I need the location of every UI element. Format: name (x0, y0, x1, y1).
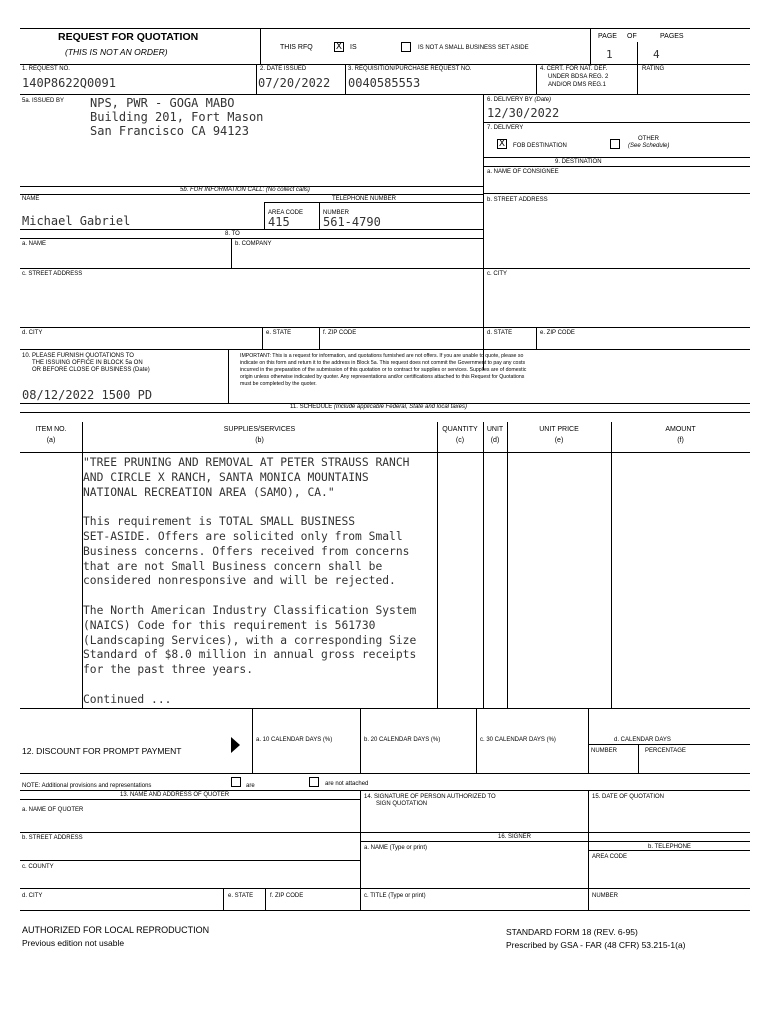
number-label: NUMBER (323, 210, 350, 216)
footer-prescribed-by: Prescribed by GSA - FAR (48 CFR) 53.215-1(a) (506, 940, 686, 950)
col-supplies-sub: (b) (255, 437, 264, 444)
note-label: NOTE: Additional provisions and representations (22, 783, 152, 789)
important-line-4: origin unless otherwise indicated by quoter. Any representations and/or certifications attached to this Request for Quotations (240, 374, 525, 380)
to-state-label: e. STATE (266, 330, 292, 336)
row-line (483, 166, 750, 167)
col-unit-sub: (d) (490, 437, 500, 444)
row-line (20, 268, 750, 269)
name-label: NAME (22, 196, 40, 202)
quoter-county-label: c. COUNTY (22, 864, 54, 870)
page-number: 1 (606, 48, 613, 61)
divider (637, 64, 638, 94)
provisions-are-label: are (246, 783, 255, 789)
this-rfq-label: THIS RFQ (280, 44, 313, 51)
contact-area-code: 415 (268, 215, 290, 229)
quoter-label: 13. NAME AND ADDRESS OF QUOTER (120, 792, 230, 798)
provisions-are-not-label: are not attached (325, 781, 369, 787)
page-label: PAGE (598, 33, 617, 40)
row-line (483, 157, 750, 158)
to-street-label: c. STREET ADDRESS (22, 271, 83, 277)
divider (345, 64, 346, 94)
divider (476, 708, 477, 773)
to-city-label: d. CITY (22, 330, 43, 336)
col-amount: AMOUNT (665, 426, 696, 433)
date-issued-label: 2. DATE ISSUED (260, 66, 307, 72)
signature-label-2: SIGN QUOTATION (376, 801, 428, 807)
signer-number-label: NUMBER (592, 893, 619, 899)
form-border-bottom (20, 910, 750, 911)
row-line (20, 860, 360, 861)
important-line-5: must be completed by the quoter. (240, 381, 317, 387)
issued-by-line-3: San Francisco CA 94123 (90, 124, 249, 138)
furnish-quotations-line-1: 10. PLEASE FURNISH QUOTATIONS TO (22, 353, 134, 359)
divider (260, 28, 261, 64)
row-line (264, 202, 483, 203)
divider (611, 422, 612, 708)
of-label: OF (627, 33, 637, 40)
contact-name: Michael Gabriel (22, 214, 131, 228)
quoter-name-label: a. NAME OF QUOTER (22, 807, 84, 813)
row-line (360, 841, 750, 842)
row-line (20, 229, 483, 230)
divider (536, 327, 537, 349)
col-quantity: QUANTITY (442, 426, 478, 433)
divider (637, 42, 638, 64)
col-amount-sub: (f) (677, 437, 684, 444)
requisition-label: 3. REQUISITION/PURCHASE REQUEST NO. (348, 66, 472, 72)
discount-days-label: d. CALENDAR DAYS (614, 737, 671, 743)
area-code-label: AREA CODE (268, 210, 304, 216)
is-label: IS (350, 44, 357, 51)
col-unit-price-sub: (e) (554, 437, 564, 444)
total-pages: 4 (653, 48, 660, 61)
form-border-top (20, 28, 750, 29)
row-line (20, 327, 750, 328)
row-line (20, 64, 750, 65)
cert-label-2: UNDER BDSA REG. 2 (548, 74, 609, 80)
row-line (20, 832, 750, 833)
signer-area-code-label: AREA CODE (592, 854, 628, 860)
signer-telephone-label: b. TELEPHONE (648, 844, 691, 850)
cert-label-1: 4. CERT. FOR NAT. DEF. (540, 66, 608, 72)
row-line (20, 790, 750, 791)
divider (360, 708, 361, 773)
request-no-label: 1. REQUEST NO. (22, 66, 70, 72)
requisition-no: 0040585553 (348, 76, 421, 90)
destination-city-label: c. CITY (487, 271, 508, 277)
rfq-form (20, 28, 750, 950)
to-name-label: a. NAME (22, 241, 47, 247)
telephone-label: TELEPHONE NUMBER (332, 196, 397, 202)
signer-label: 16. SIGNER (498, 834, 532, 840)
col-supplies: SUPPLIES/SERVICES (223, 426, 296, 433)
row-line (20, 349, 750, 350)
quoter-street-label: b. STREET ADDRESS (22, 835, 83, 841)
arrow-right-icon (231, 737, 240, 753)
footer-form-number: STANDARD FORM 18 (REV. 6-95) (506, 927, 638, 937)
divider (223, 888, 224, 910)
divider (507, 422, 508, 708)
divider (256, 64, 257, 94)
footer-previous-edition: Previous edition not usable (22, 938, 125, 948)
schedule-label: 11. SCHEDULE (Include applicable Federal, State and local taxes) (290, 404, 467, 410)
is-not-set-aside-checkbox[interactable] (401, 42, 411, 52)
row-line (20, 238, 483, 239)
col-unit-price: UNIT PRICE (539, 426, 579, 433)
delivery-by-date: 12/30/2022 (487, 106, 560, 120)
issued-by-line-2: Building 201, Fort Mason (90, 110, 264, 124)
discount-label: 12. DISCOUNT FOR PROMPT PAYMENT (22, 746, 182, 756)
divider (483, 422, 484, 708)
discount-percentage-label: PERCENTAGE (645, 748, 686, 754)
to-company-label: b. COMPANY (235, 241, 272, 247)
right-column-divider (483, 94, 484, 370)
cert-label-3: AND/OR DMS REG.1 (548, 82, 607, 88)
form-title: REQUEST FOR QUOTATION (58, 31, 199, 43)
contact-number: 561-4790 (323, 215, 381, 229)
furnish-quotations-line-2: THE ISSUING OFFICE IN BLOCK 5a ON (32, 360, 143, 366)
quotation-due-date: 08/12/2022 1500 PD (22, 388, 153, 402)
divider (231, 238, 232, 268)
furnish-quotations-line-3: OR BEFORE CLOSE OF BUSINESS (Date) (32, 367, 150, 373)
pages-label: PAGES (660, 33, 684, 40)
to-zip-label: f. ZIP CODE (323, 330, 357, 336)
row-line (588, 850, 750, 851)
provisions-are-checkbox[interactable] (231, 777, 241, 787)
discount-number-label: NUMBER (591, 748, 618, 754)
row-line (20, 94, 750, 95)
quoter-state-label: e. STATE (228, 893, 254, 899)
divider (588, 708, 589, 773)
quoter-zip-label: f. ZIP CODE (270, 893, 304, 899)
row-line (20, 799, 360, 800)
important-line-2: indicate on this form and return it to the address in Block 5a. This request does not commit the Government to pay any costs (240, 360, 526, 366)
fob-destination-label: FOB DESTINATION (513, 143, 567, 149)
discount-10-label: a. 10 CALENDAR DAYS (%) (256, 737, 333, 743)
destination-zip-label: e. ZIP CODE (540, 330, 575, 336)
other-note: (See Schedule) (628, 143, 670, 149)
is-not-label: IS NOT A SMALL BUSINESS SET ASIDE (418, 45, 529, 51)
divider (319, 202, 320, 229)
issued-by-label: 5a. ISSUED BY (22, 98, 65, 104)
row-line (483, 193, 750, 194)
row-line (483, 122, 750, 123)
col-item-no: ITEM NO. (35, 426, 67, 433)
issued-by-line-1: NPS, PWR - GOGA MABO (90, 96, 235, 110)
row-line (20, 452, 750, 453)
delivery-label: 7. DELIVERY (487, 125, 524, 131)
col-quantity-sub: (c) (455, 437, 465, 444)
destination-street-label: b. STREET ADDRESS (487, 197, 548, 203)
divider (360, 790, 361, 910)
destination-state-label: d. STATE (487, 330, 513, 336)
delivery-by-label: 6. DELIVERY BY (Date) (487, 97, 552, 103)
to-label: 8. TO (225, 231, 240, 237)
signer-title-label: c. TITLE (Type or print) (364, 893, 426, 899)
consignee-label: a. NAME OF CONSIGNEE (487, 169, 559, 175)
divider (228, 349, 229, 403)
divider (319, 327, 320, 349)
form-subtitle: (THIS IS NOT AN ORDER) (65, 47, 168, 57)
fob-destination-checkbox[interactable]: X (498, 139, 506, 149)
date-issued: 07/20/2022 (258, 76, 331, 90)
important-line-3: incurred in the preparation of the submission of this quotation or to contract for supplies or services. Supplies are of domestic (240, 367, 527, 373)
rating-label: RATING (642, 66, 665, 72)
row-line (20, 412, 750, 413)
supplies-description: "TREE PRUNING AND REMOVAL AT PETER STRAUSS RANCH AND CIRCLE X RANCH, SANTA MONICA MOUNTAINS NATIONAL RECREATION AREA (SAMO), CA." This requirement is TOTAL SMALL BUSINESS SET-ASIDE. Offers are solicited only from Small Business concerns. Offers received from concerns that are not Small Business concern shall be considered nonresponsive and will be rejected. The North American Industry Classification System (NAICS) Code for this requirement is 561730 (Landscaping Services), with a corresponding Size Standard of $8.0 million in annual gross receipts for the past three years. Continued ... (83, 456, 417, 706)
discount-20-label: b. 20 CALENDAR DAYS (%) (364, 737, 441, 743)
row-line (588, 744, 750, 745)
divider (262, 327, 263, 349)
col-unit: UNIT (486, 426, 504, 433)
row-line (20, 194, 483, 195)
divider (536, 64, 537, 94)
divider (264, 202, 265, 229)
request-no: 140P8622Q0091 (22, 76, 116, 90)
other-delivery-checkbox[interactable] (610, 139, 620, 149)
divider (638, 744, 639, 773)
important-line-1: IMPORTANT: This is a request for information, and quotations furnished are not offers. If you are unable to quote, please so (240, 353, 524, 359)
info-call-label: 5b. FOR INFORMATION CALL: (No collect calls) (180, 187, 310, 193)
signature-label-1: 14. SIGNATURE OF PERSON AUTHORIZED TO (364, 794, 496, 800)
quotation-date-label: 15. DATE OF QUOTATION (592, 794, 665, 800)
divider (590, 28, 591, 64)
row-line (20, 708, 750, 709)
divider (252, 708, 253, 773)
signer-name-label: a. NAME (Type or print) (364, 845, 428, 851)
row-line (20, 773, 750, 774)
divider (265, 888, 266, 910)
destination-label: 9. DESTINATION (555, 159, 602, 165)
row-line (20, 888, 750, 889)
quoter-city-label: d. CITY (22, 893, 43, 899)
col-item-no-sub: (a) (46, 437, 56, 444)
provisions-are-not-checkbox[interactable] (309, 777, 319, 787)
is-set-aside-checkbox[interactable]: X (335, 42, 343, 52)
other-label: OTHER (638, 136, 659, 142)
discount-30-label: c. 30 CALENDAR DAYS (%) (480, 737, 556, 743)
footer-reproduction: AUTHORIZED FOR LOCAL REPRODUCTION (22, 925, 210, 935)
